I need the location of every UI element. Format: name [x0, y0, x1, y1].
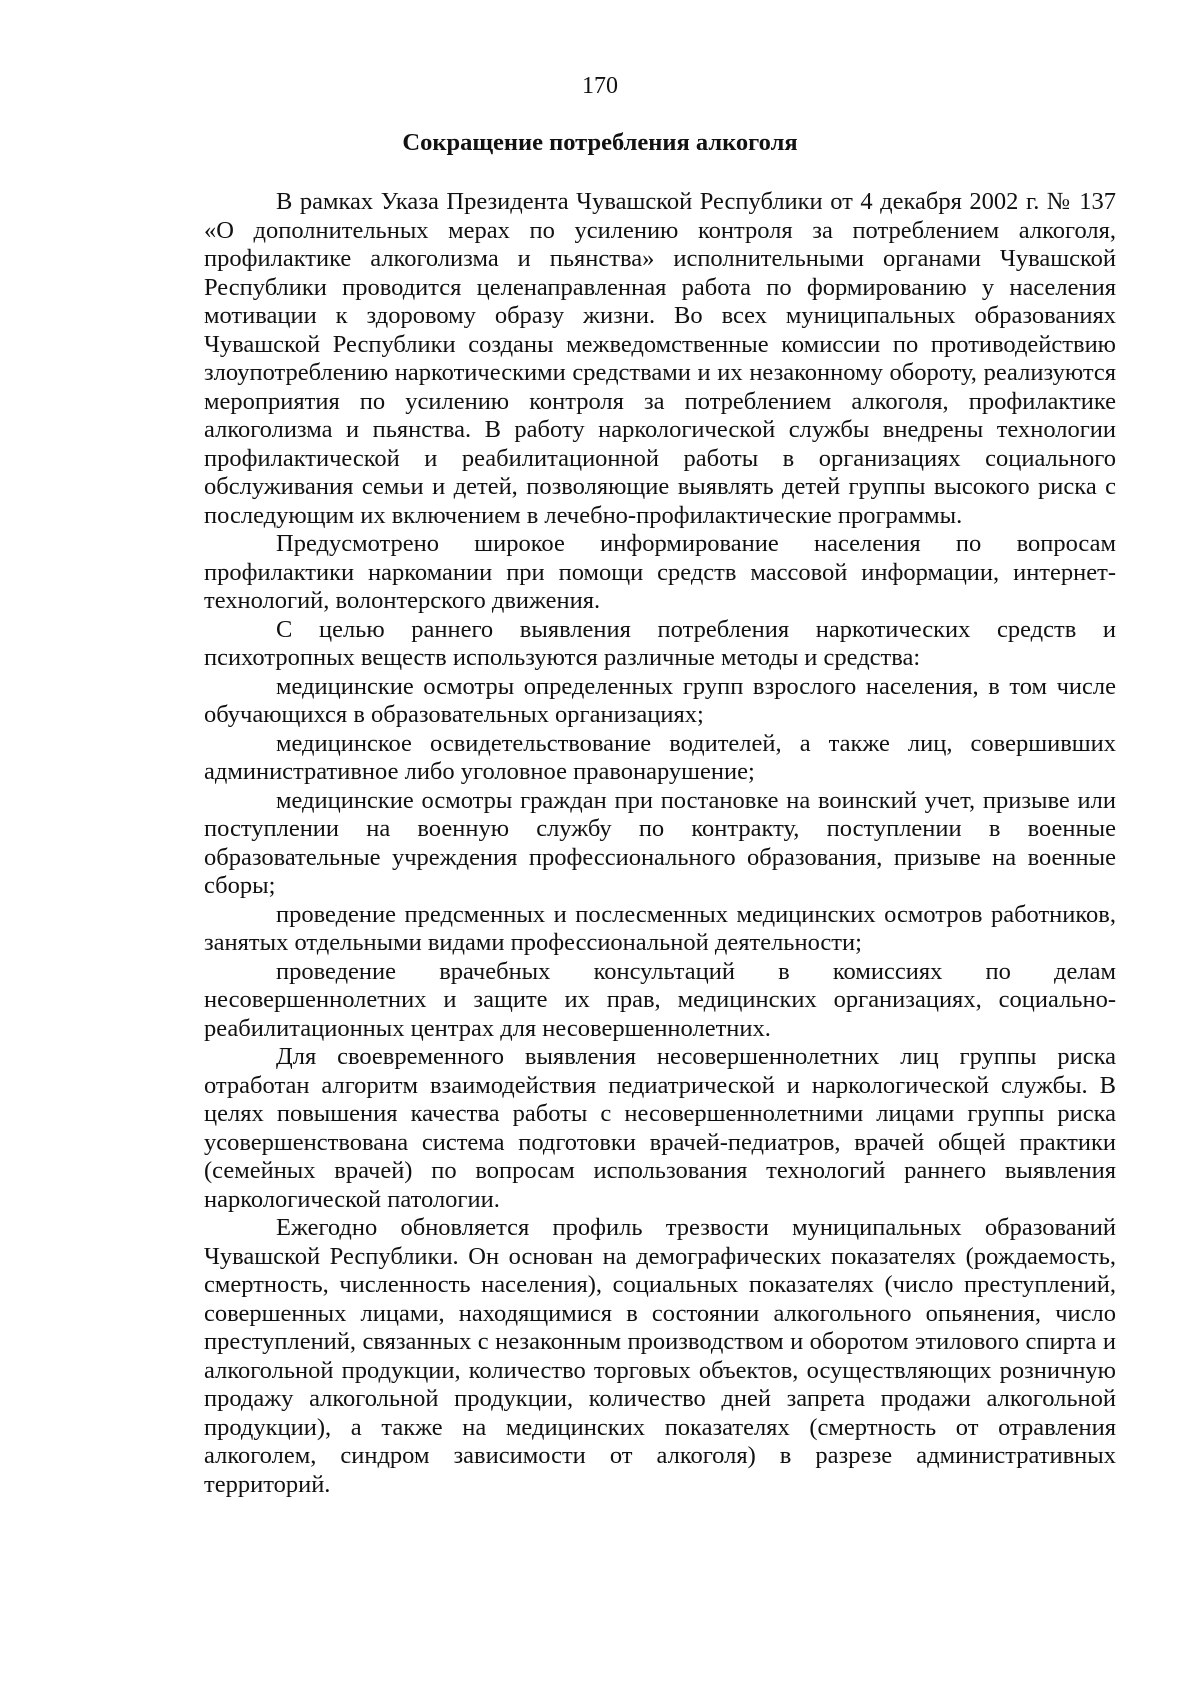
- paragraph-risk-group-minors: Для своевременного выявления несовершеннолетних лиц группы риска отработан алгоритм взаимодействия педиатрической и наркологической службы. В целях повышения качества работы с несовершеннолетними лицами группы риска усовершенствована система подготовки врачей-педиатров, врачей общей практики (семейных врачей) по вопросам использования технологий раннего выявления наркологической патологии.: [204, 1043, 1116, 1213]
- list-item-military-exams: медицинские осмотры граждан при постановке на воинский учет, призыве или поступлении на военную службу по контракту, поступлении в военные образовательные учреждения профессионального образования, призыве на военные сборы;: [204, 786, 1116, 899]
- paragraph-early-detection-methods: С целью раннего выявления потребления наркотических средств и психотропных веществ используются различные методы и средства:: [204, 615, 1116, 671]
- body-text: [204, 188, 1116, 1499]
- paragraph-decree-overview: В рамках Указа Президента Чувашской Республики от 4 декабря 2002 г. № 137 «О дополнительных мерах по усилению контроля за потреблением алкоголя, профилактике алкоголизма и пьянства» исполнительными органами Чувашской Республики проводится целенаправленная работа по формированию у населения мотивации к здоровому образу жизни. Во всех муниципальных образованиях Чувашской Республики созданы межведомственные комиссии по противодействию злоупотреблению наркотическими средствами и их незаконному обороту, реализуются мероприятия по усилению контроля за потреблением алкоголя, профилактике алкоголизма и пьянства. В работу наркологической службы внедрены технологии профилактической и реабилитационной работы в организациях социального обслуживания семьи и детей, позволяющие выявлять детей группы высокого риска с последующим их включением в лечебно-профилактические программы.: [204, 188, 1116, 529]
- list-item-adult-medical-exams: медицинские осмотры определенных групп взрослого населения, в том числе обучающихся в образовательных организациях;: [204, 672, 1116, 728]
- section-heading: Сокращение потребления алкоголя: [402, 129, 798, 156]
- list-item-minor-consultations: проведение врачебных консультаций в комиссиях по делам несовершеннолетних и защите их прав, медицинских организациях, социально-реабилитационных центрах для несовершеннолетних.: [204, 957, 1116, 1042]
- list-item-shift-exams: проведение предсменных и послесменных медицинских осмотров работников, занятых отдельными видами профессиональной деятельности;: [204, 900, 1116, 956]
- list-item-driver-examination: медицинское освидетельствование водителей, а также лиц, совершивших административное либо уголовное правонарушение;: [204, 729, 1116, 785]
- page-number: 170: [582, 73, 618, 99]
- paragraph-sobriety-profile: Ежегодно обновляется профиль трезвости муниципальных образований Чувашской Республики. Он основан на демографических показателях (рождаемость, смертность, численность населения), социальных показателях (число преступлений, совершенных лицами, находящимися в состоянии алкогольного опьянения, число преступлений, связанных с незаконным производством и оборотом этилового спирта и алкогольной продукции, количество торговых объектов, осуществляющих розничную продажу алкогольной продукции, количество дней запрета продажи алкогольной продукции), а также на медицинских показателях (смертность от отравления алкоголем, синдром зависимости от алкоголя) в разрезе административных территорий.: [204, 1214, 1116, 1498]
- paragraph-public-information: Предусмотрено широкое информирование населения по вопросам профилактики наркомании при помощи средств массовой информации, интернет-технологий, волонтерского движения.: [204, 530, 1116, 614]
